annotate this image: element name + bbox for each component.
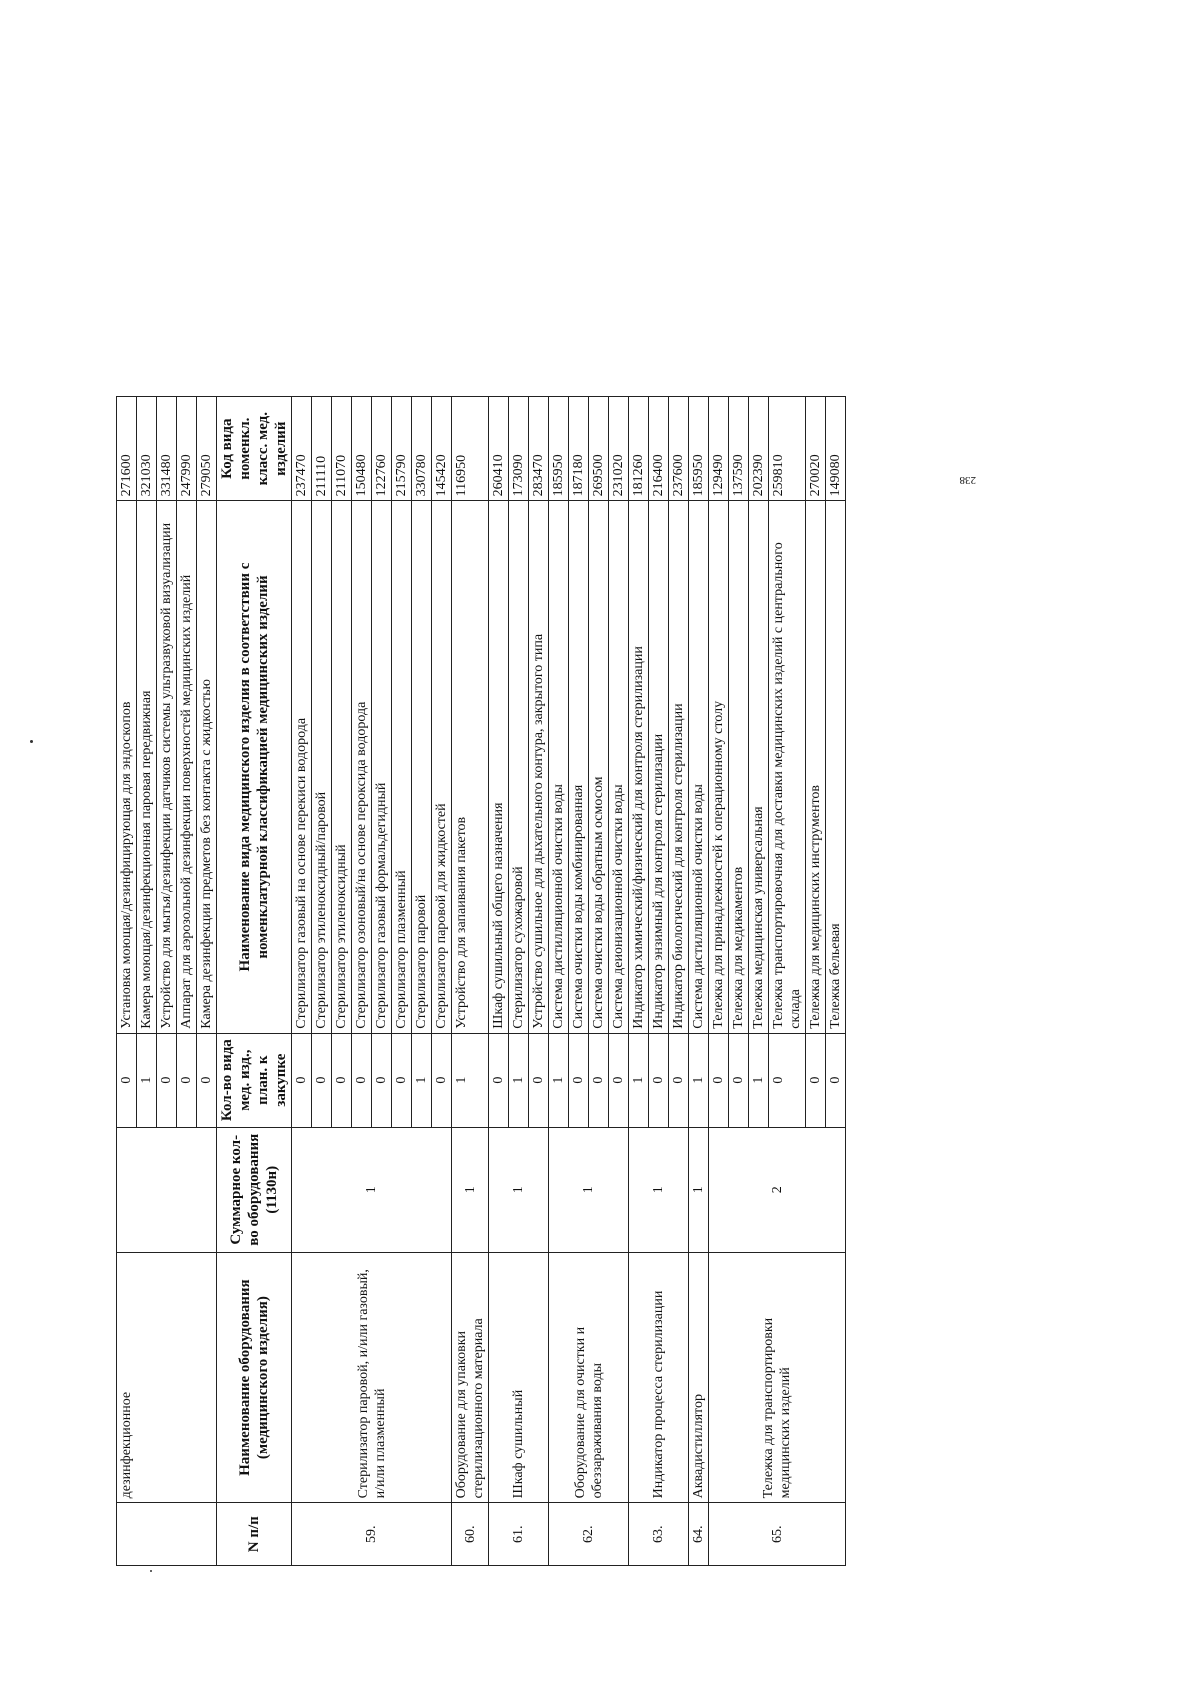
kind-code-cell: 259810: [769, 397, 806, 501]
kind-name-cell: Система дистилляционной очистки воды: [549, 501, 569, 1033]
row-number-cell: 63.: [629, 1503, 689, 1566]
table-row: [489, 397, 509, 1566]
row-number-cell: [117, 1503, 217, 1566]
kind-name-cell: Аппарат для аэрозольной дезинфекции поверхностей медицинских изделий: [177, 501, 197, 1033]
kind-code-cell: 237470: [292, 397, 312, 501]
kind-name-cell: Система дистилляционной очистки воды: [689, 501, 709, 1033]
kind-name-cell: Индикатор биологический для контроля стерилизации: [669, 501, 689, 1033]
table-row: [117, 397, 137, 1566]
equipment-name-cell: Шкаф сушильный: [489, 1252, 549, 1503]
planned-qty-cell: 0: [729, 1033, 749, 1127]
equipment-name-cell: Стерилизатор паровой, и/или газовый, и/или плазменный: [292, 1252, 452, 1503]
planned-qty-cell: 0: [312, 1033, 332, 1127]
kind-code-cell: 279050: [197, 397, 217, 501]
planned-qty-cell: 0: [589, 1033, 609, 1127]
header-qty: Кол-во вида мед. изд., план. к закупке: [217, 1033, 292, 1127]
kind-name-cell: Индикатор энзимный для контроля стерилизации: [649, 501, 669, 1033]
kind-code-cell: 260410: [489, 397, 509, 501]
planned-qty-cell: 0: [826, 1033, 846, 1127]
kind-code-cell: 211070: [332, 397, 352, 501]
kind-name-cell: Шкаф сушильный общего назначения: [489, 501, 509, 1033]
kind-name-cell: Стерилизатор газовый на основе перекиси водорода: [292, 501, 312, 1033]
row-number-cell: 65.: [709, 1503, 846, 1566]
kind-code-cell: 330780: [412, 397, 432, 501]
kind-name-cell: Стерилизатор озоновый/на основе пероксида водорода: [352, 501, 372, 1033]
table-row: [689, 397, 709, 1566]
page-number: 238: [959, 474, 976, 486]
planned-qty-cell: 1: [549, 1033, 569, 1127]
total-count-cell: 1: [549, 1127, 629, 1252]
planned-qty-cell: 0: [432, 1033, 452, 1127]
scan-speck: [150, 1570, 152, 1572]
header-row: [217, 397, 292, 1566]
kind-name-cell: Тележка для медикаментов: [729, 501, 749, 1033]
kind-code-cell: 187180: [569, 397, 589, 501]
planned-qty-cell: 1: [629, 1033, 649, 1127]
kind-code-cell: 116950: [452, 397, 489, 501]
kind-code-cell: 145420: [432, 397, 452, 501]
row-number-cell: 64.: [689, 1503, 709, 1566]
row-number-cell: 61.: [489, 1503, 549, 1566]
planned-qty-cell: 0: [392, 1033, 412, 1127]
planned-qty-cell: 0: [649, 1033, 669, 1127]
kind-name-cell: Стерилизатор газовый формальдегидный: [372, 501, 392, 1033]
kind-name-cell: Стерилизатор этиленоксидный/паровой: [312, 501, 332, 1033]
kind-code-cell: 321030: [137, 397, 157, 501]
kind-code-cell: 150480: [352, 397, 372, 501]
row-number-cell: 60.: [452, 1503, 489, 1566]
kind-code-cell: 269500: [589, 397, 609, 501]
planned-qty-cell: 0: [332, 1033, 352, 1127]
total-count-cell: 1: [489, 1127, 549, 1252]
header-number: N п/п: [217, 1503, 292, 1566]
kind-code-cell: 185950: [549, 397, 569, 501]
equipment-name-cell: Оборудование для очистки и обеззараживания воды: [549, 1252, 629, 1503]
planned-qty-cell: 1: [412, 1033, 432, 1127]
planned-qty-cell: 0: [177, 1033, 197, 1127]
planned-qty-cell: 0: [669, 1033, 689, 1127]
kind-code-cell: 237600: [669, 397, 689, 501]
kind-code-cell: 137590: [729, 397, 749, 501]
kind-code-cell: 331480: [157, 397, 177, 501]
equipment-table: [116, 396, 846, 1566]
kind-name-cell: Система очистки воды обратным осмосом: [589, 501, 609, 1033]
planned-qty-cell: 1: [137, 1033, 157, 1127]
table-body: [117, 397, 846, 1566]
total-count-cell: 1: [629, 1127, 689, 1252]
header-equipment: Наименование оборудования (медицинского изделия): [217, 1252, 292, 1503]
header-kind: Наименование вида медицинского изделия в соответствии с номенклатурной классификацией медицинских изделий: [217, 501, 292, 1033]
planned-qty-cell: 0: [529, 1033, 549, 1127]
kind-code-cell: 173090: [509, 397, 529, 501]
planned-qty-cell: 1: [509, 1033, 529, 1127]
planned-qty-cell: 0: [292, 1033, 312, 1127]
header-code: Код вида номенкл. класс. мед. изделий: [217, 397, 292, 501]
kind-name-cell: Камера дезинфекции предметов без контакта с жидкостью: [197, 501, 217, 1033]
total-count-cell: 1: [452, 1127, 489, 1252]
kind-name-cell: Тележка для принадлежностей к операционному столу: [709, 501, 729, 1033]
table-row: [452, 397, 489, 1566]
row-number-cell: 62.: [549, 1503, 629, 1566]
planned-qty-cell: 0: [709, 1033, 729, 1127]
kind-name-cell: Стерилизатор этиленоксидный: [332, 501, 352, 1033]
kind-name-cell: Устройство для мытья/дезинфекции датчиков системы ультразвуковой визуализации: [157, 501, 177, 1033]
table-row: [709, 397, 729, 1566]
kind-name-cell: Установка моющая/дезинфицирующая для эндоскопов: [117, 501, 137, 1033]
scan-speck: [30, 740, 33, 743]
kind-name-cell: Тележка транспортировочная для доставки медицинских изделий с центрального склада: [769, 501, 806, 1033]
kind-code-cell: 149080: [826, 397, 846, 501]
total-count-cell: 2: [709, 1127, 846, 1252]
kind-name-cell: Индикатор химический/физический для контроля стерилизации: [629, 501, 649, 1033]
total-count-cell: 1: [292, 1127, 452, 1252]
kind-code-cell: 185950: [689, 397, 709, 501]
planned-qty-cell: 0: [197, 1033, 217, 1127]
equipment-name-cell: Оборудование для упаковки стерилизационного материала: [452, 1252, 489, 1503]
kind-code-cell: 231020: [609, 397, 629, 501]
table-row: [292, 397, 312, 1566]
kind-code-cell: 215790: [392, 397, 412, 501]
planned-qty-cell: 0: [489, 1033, 509, 1127]
kind-name-cell: Стерилизатор плазменный: [392, 501, 412, 1033]
kind-name-cell: Тележка бельевая: [826, 501, 846, 1033]
kind-code-cell: 211110: [312, 397, 332, 501]
kind-name-cell: Система очистки воды комбинированная: [569, 501, 589, 1033]
header-total: Суммарное кол-во оборудования (1130н): [217, 1127, 292, 1252]
planned-qty-cell: 1: [749, 1033, 769, 1127]
planned-qty-cell: 1: [452, 1033, 489, 1127]
total-count-cell: 1: [689, 1127, 709, 1252]
equipment-name-cell: Аквадистиллятор: [689, 1252, 709, 1503]
kind-name-cell: Устройство для запаивания пакетов: [452, 501, 489, 1033]
equipment-name-cell: Тележка для транспортировки медицинских изделий: [709, 1252, 846, 1503]
kind-code-cell: 283470: [529, 397, 549, 501]
kind-name-cell: Устройство сушильное для дыхательного контура, закрытого типа: [529, 501, 549, 1033]
planned-qty-cell: 0: [769, 1033, 806, 1127]
kind-name-cell: Стерилизатор паровой для жидкостей: [432, 501, 452, 1033]
total-count-cell: [117, 1127, 217, 1252]
kind-name-cell: Система деионизационной очистки воды: [609, 501, 629, 1033]
rotated-page: [116, 396, 1026, 1566]
kind-name-cell: Тележка медицинская универсальная: [749, 501, 769, 1033]
kind-name-cell: Стерилизатор паровой: [412, 501, 432, 1033]
planned-qty-cell: 0: [609, 1033, 629, 1127]
planned-qty-cell: 0: [372, 1033, 392, 1127]
planned-qty-cell: 0: [352, 1033, 372, 1127]
planned-qty-cell: 1: [689, 1033, 709, 1127]
kind-name-cell: Камера моющая/дезинфекционная паровая передвижная: [137, 501, 157, 1033]
kind-code-cell: 129490: [709, 397, 729, 501]
table-row: [549, 397, 569, 1566]
kind-code-cell: 271600: [117, 397, 137, 501]
planned-qty-cell: 0: [569, 1033, 589, 1127]
table-row: [629, 397, 649, 1566]
kind-name-cell: Стерилизатор сухожаровой: [509, 501, 529, 1033]
kind-code-cell: 122760: [372, 397, 392, 501]
planned-qty-cell: 0: [806, 1033, 826, 1127]
equipment-name-cell: Индикатор процесса стерилизации: [629, 1252, 689, 1503]
equipment-name-cell: дезинфекционное: [117, 1252, 217, 1503]
kind-code-cell: 181260: [629, 397, 649, 501]
planned-qty-cell: 0: [117, 1033, 137, 1127]
row-number-cell: 59.: [292, 1503, 452, 1566]
planned-qty-cell: 0: [157, 1033, 177, 1127]
kind-code-cell: 202390: [749, 397, 769, 501]
kind-code-cell: 216400: [649, 397, 669, 501]
kind-name-cell: Тележка для медицинских инструментов: [806, 501, 826, 1033]
kind-code-cell: 270020: [806, 397, 826, 501]
kind-code-cell: 247990: [177, 397, 197, 501]
